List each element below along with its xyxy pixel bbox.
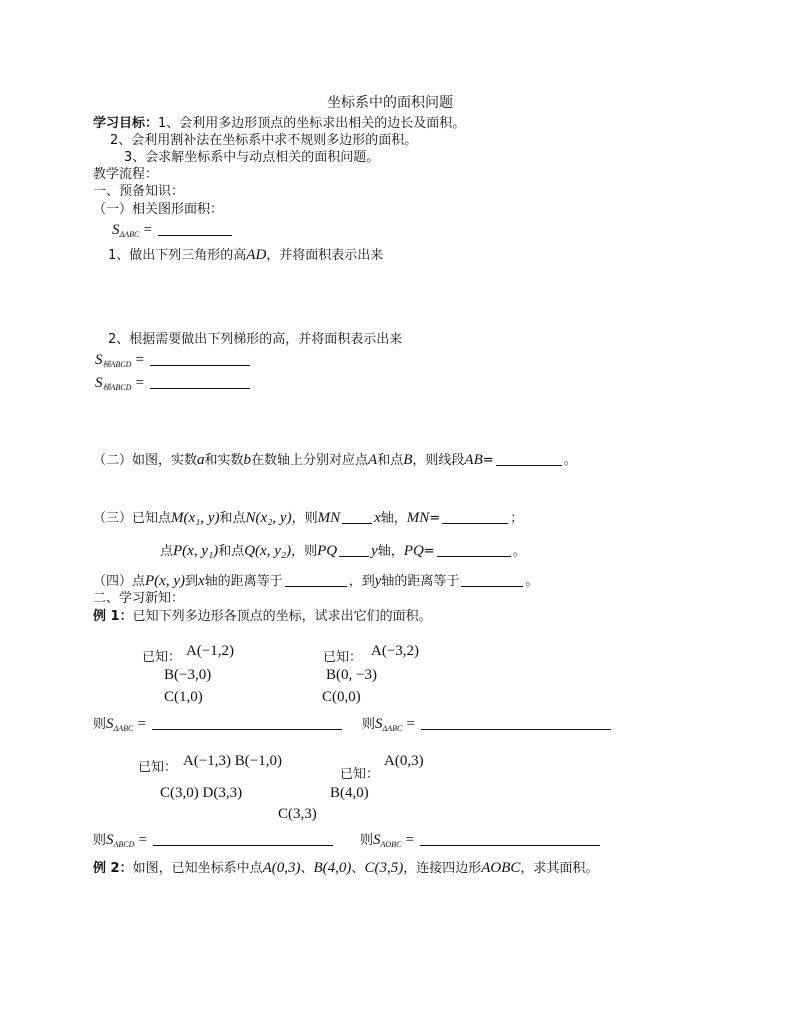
prep-heading: 一、预备知识： xyxy=(93,184,185,199)
trapezoid-area-formula-2: $S_{梯ABCD}$ = xyxy=(95,375,252,396)
example-2-prompt: 例 2：如图，已知坐标系中点A(0,3)、B(4,0)、C(3,5)，连接四边形AOBC，求其面积。 xyxy=(93,860,599,876)
answer-blank[interactable] xyxy=(437,544,511,557)
section-1-heading: （一）相关图形面积： xyxy=(93,202,224,217)
ex1-group2-point-a: A(−3,2) xyxy=(371,643,420,659)
learning-goal-3: 3、会求解坐标系中与动点相关的面积问题。 xyxy=(124,150,380,165)
learning-goal-1 xyxy=(93,116,465,132)
answer-blank[interactable] xyxy=(442,511,508,524)
answer-blank[interactable] xyxy=(153,833,333,846)
answer-blank[interactable] xyxy=(158,223,232,236)
ex1-answer-1: 则$S_{\Delta ABC}$ = xyxy=(93,716,344,737)
section-2: （二）如图，实数a和实数b在数轴上分别对应点A和点B，则线段AB= 。 xyxy=(93,452,577,468)
ex1-answer-3: 则$S_{ABCD}$ = xyxy=(93,832,335,853)
ex1-group3-points-ab: A(−1,3) B(−1,0) xyxy=(183,753,282,769)
answer-blank[interactable] xyxy=(150,353,250,366)
page-title: 坐标系中的面积问题 xyxy=(327,95,453,111)
ex1-group1-point-a: A(−1,2) xyxy=(186,643,235,659)
section-3-line-1: （三）已知点M(x₁, y)和点N(x₂, y)，则MN x轴，MN= ； xyxy=(93,510,524,526)
ex1-group3-points-cd: C(3,0) D(3,3) xyxy=(160,785,243,801)
ex1-answer-2: 则$S_{\Delta ABC}$ = xyxy=(362,716,613,737)
answer-blank[interactable] xyxy=(152,717,342,730)
ex1-group4-point-c: C(3,3) xyxy=(278,806,317,822)
ex1-group3-known: 已知： xyxy=(138,760,178,775)
answer-blank[interactable] xyxy=(150,376,250,389)
answer-blank[interactable] xyxy=(342,511,372,524)
ex1-group4-point-b: B(4,0) xyxy=(330,785,369,801)
learning-goal-2: 2、会利用割补法在坐标系中求不规则多边形的面积。 xyxy=(110,133,418,148)
ex1-group1-point-b: B(−3,0) xyxy=(164,667,212,683)
answer-blank[interactable] xyxy=(420,833,600,846)
goals-label: 学习目标： xyxy=(93,116,159,131)
ex1-group4-known: 已知： xyxy=(340,767,380,782)
goal-1-text: 1、会利用多边形顶点的坐标求出相关的边长及面积。 xyxy=(158,116,466,131)
teaching-flow: 教学流程： xyxy=(93,167,159,182)
ex1-group2-point-c: C(0,0) xyxy=(322,689,361,705)
ex1-answer-4: 则$S_{AOBC}$ = xyxy=(360,832,602,853)
ex1-group2-point-b: B(0, −3) xyxy=(326,667,377,683)
question-2: 2、根据需要做出下列梯形的高，并将面积表示出来 xyxy=(108,332,403,347)
trapezoid-area-formula-1: $S_{梯ABCD}$ = xyxy=(95,352,252,373)
question-1: 1、做出下列三角形的高AD，并将面积表示出来 xyxy=(108,247,384,263)
new-knowledge-heading: 二、学习新知： xyxy=(93,591,185,606)
section-4: （四）点P(x, y)到x轴的距离等于 ，到y轴的距离等于 。 xyxy=(93,573,539,589)
ex1-group1-known: 已知： xyxy=(142,650,182,665)
answer-blank[interactable] xyxy=(339,544,369,557)
ex1-group4-point-a: A(0,3) xyxy=(384,753,424,769)
example-1-prompt: 例 1：已知下列多边形各顶点的坐标，试求出它们的面积。 xyxy=(93,609,432,624)
ex1-group2-known: 已知： xyxy=(323,650,363,665)
triangle-area-formula: $S_{\Delta ABC}$ = xyxy=(112,222,234,243)
ex1-group1-point-c: C(1,0) xyxy=(164,689,203,705)
answer-blank[interactable] xyxy=(496,453,562,466)
answer-blank[interactable] xyxy=(421,717,611,730)
section-3-line-2: 点P(x, y₁)和点Q(x, y₂)，则PQ y轴，PQ= 。 xyxy=(160,543,526,559)
answer-blank[interactable] xyxy=(285,574,347,587)
answer-blank[interactable] xyxy=(461,574,523,587)
